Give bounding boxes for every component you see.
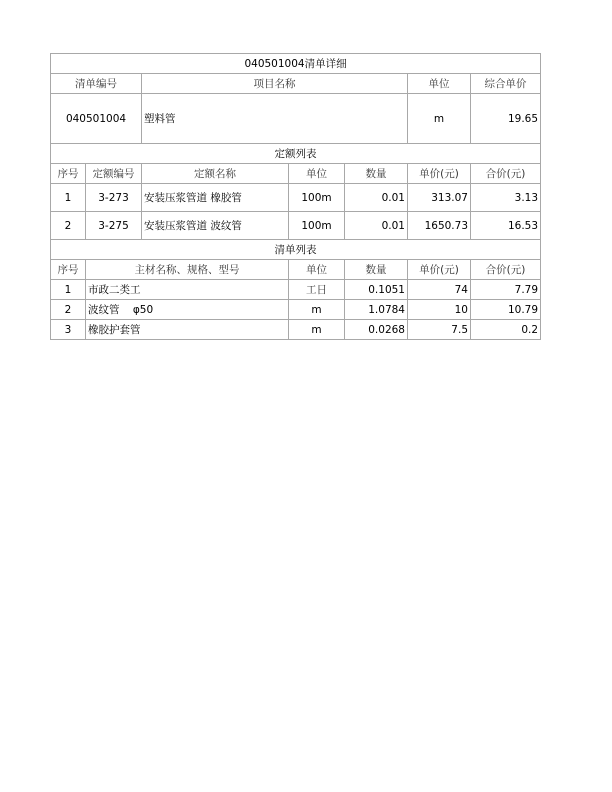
- material-no: 1: [51, 280, 86, 300]
- quota-header-qty: 数量: [345, 164, 408, 184]
- material-header-unit: 单位: [289, 260, 345, 280]
- quota-code: 3-275: [86, 212, 142, 240]
- item-unit: m: [408, 94, 471, 144]
- quota-section-title: 定额列表: [51, 144, 541, 164]
- quota-unit-price: 1650.73: [408, 212, 471, 240]
- quota-header-unit-price: 单价(元): [408, 164, 471, 184]
- material-row: [51, 320, 541, 340]
- material-total: 7.79: [471, 280, 541, 300]
- title-row: [51, 54, 541, 74]
- quota-name: 安装压浆管道 橡胶管: [142, 184, 289, 212]
- material-unit-price: 7.5: [408, 320, 471, 340]
- quota-name: 安装压浆管道 波纹管: [142, 212, 289, 240]
- quota-unit: 100m: [289, 184, 345, 212]
- material-header-name: 主材名称、规格、型号: [86, 260, 289, 280]
- material-header-row: [51, 260, 541, 280]
- material-header-no: 序号: [51, 260, 86, 280]
- summary-row: [51, 94, 541, 144]
- item-name: 塑料管: [142, 94, 408, 144]
- bill-code: 040501004: [51, 94, 142, 144]
- header-item-name: 项目名称: [142, 74, 408, 94]
- composite-unit-price: 19.65: [471, 94, 541, 144]
- material-qty: 0.1051: [345, 280, 408, 300]
- quota-qty: 0.01: [345, 212, 408, 240]
- material-header-qty: 数量: [345, 260, 408, 280]
- quota-row: [51, 212, 541, 240]
- material-unit: m: [289, 300, 345, 320]
- header-unit: 单位: [408, 74, 471, 94]
- quota-no: 1: [51, 184, 86, 212]
- material-name: 橡胶护套管: [86, 320, 289, 340]
- material-name: 市政二类工: [86, 280, 289, 300]
- quota-unit-price: 313.07: [408, 184, 471, 212]
- quota-header-total: 合价(元): [471, 164, 541, 184]
- header-bill-code: 清单编号: [51, 74, 142, 94]
- material-row: [51, 280, 541, 300]
- quota-section-title-row: [51, 144, 541, 164]
- material-unit-price: 74: [408, 280, 471, 300]
- quota-header-no: 序号: [51, 164, 86, 184]
- material-header-total: 合价(元): [471, 260, 541, 280]
- material-unit: m: [289, 320, 345, 340]
- quota-header-code: 定额编号: [86, 164, 142, 184]
- quota-total: 3.13: [471, 184, 541, 212]
- summary-header-row: [51, 74, 541, 94]
- material-no: 3: [51, 320, 86, 340]
- quota-qty: 0.01: [345, 184, 408, 212]
- quota-unit: 100m: [289, 212, 345, 240]
- material-total: 0.2: [471, 320, 541, 340]
- quota-no: 2: [51, 212, 86, 240]
- material-qty: 1.0784: [345, 300, 408, 320]
- quota-row: [51, 184, 541, 212]
- bill-detail-table: [50, 53, 541, 340]
- material-no: 2: [51, 300, 86, 320]
- quota-header-unit: 单位: [289, 164, 345, 184]
- quota-code: 3-273: [86, 184, 142, 212]
- material-qty: 0.0268: [345, 320, 408, 340]
- material-unit-price: 10: [408, 300, 471, 320]
- quota-header-name: 定额名称: [142, 164, 289, 184]
- quota-header-row: [51, 164, 541, 184]
- material-total: 10.79: [471, 300, 541, 320]
- material-row: [51, 300, 541, 320]
- header-composite-unit-price: 综合单价: [471, 74, 541, 94]
- material-section-title: 清单列表: [51, 240, 541, 260]
- quota-total: 16.53: [471, 212, 541, 240]
- material-unit: 工日: [289, 280, 345, 300]
- material-name: 波纹管 φ50: [86, 300, 289, 320]
- material-section-title-row: [51, 240, 541, 260]
- document-title: 040501004清单详细: [51, 54, 541, 74]
- material-header-unit-price: 单价(元): [408, 260, 471, 280]
